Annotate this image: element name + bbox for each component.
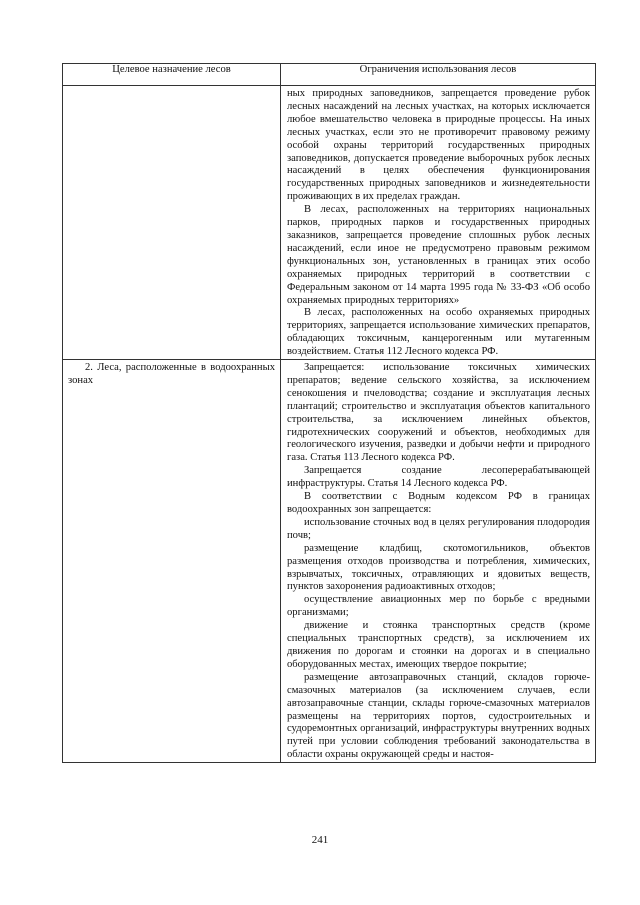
page-number: 241: [311, 834, 329, 846]
restriction-paragraph: движение и стоянка транспортных средств (кроме специальных транспортных средств), за исключением их движения по дорогам и стоянки на дорогах и в специально оборудованных местах, имеющих твердое покрытие;: [287, 620, 590, 670]
restriction-paragraph: размещение кладбищ, скотомогильников, объектов размещения отходов производства и потребления, химических, взрывчатых, токсичных, отравляющих и ядовитых веществ, пунктов захоронения радиоактивных отходов;: [287, 542, 590, 593]
purpose-cell: [63, 360, 281, 763]
header-usage-restrictions: Ограничения использования лесов: [281, 64, 596, 86]
restriction-paragraph: использование сточных вод в целях регулирования плодородия почв;: [287, 516, 590, 541]
table-header-row: [63, 64, 596, 86]
purpose-cell: [63, 86, 281, 360]
restriction-paragraph: размещение автозаправочных станций, складов горюче-смазочных материалов (за исключением случаев, если автозаправочные станции, склады горюче-смазочных материалов размещены на территориях портов, судостроительных и судоремонтных организаций, инфраструктуры внутренних водных путей при условии соблюдения требований законодательства в области охраны окружающей среды и настоя-: [287, 671, 590, 761]
header-forest-purpose: Целевое назначение лесов: [63, 64, 281, 86]
restriction-paragraph: В лесах, расположенных на территориях национальных парков, природных парков и государственных природных заказников, запрещается проведение сплошных рубок лесных насаждений, если иное не предусмотрено правовым режимом функциональных зон, установленных в границах этих особо охраняемых природных территорий в соответствии с Федеральным законом от 14 марта 1995 года № 33-ФЗ «Об особо охраняемых природных территориях»: [287, 204, 590, 306]
restriction-paragraph: Запрещается создание лесоперерабатывающей инфраструктуры. Статья 14 Лесного кодекса РФ.: [287, 465, 590, 490]
restriction-paragraph: осуществление авиационных мер по борьбе с вредными организмами;: [287, 594, 590, 619]
restrictions-cell: [281, 360, 596, 763]
table-row: [63, 360, 596, 763]
forest-restrictions-table: [62, 63, 596, 763]
purpose-text: 2. Леса, расположенные в водоохранных зонах: [68, 362, 275, 386]
restriction-paragraph: В лесах, расположенных на особо охраняемых природных территориях, запрещается использование химических препаратов, обладающих токсичным, канцерогенным или мутагенным воздействием. Статья 112 Лесного кодекса РФ.: [287, 307, 590, 358]
table-row: [63, 86, 596, 360]
restriction-paragraph: ных природных заповедников, запрещается проведение рубок лесных насаждений на лесных участках, на которых исключается любое вмешательство человека в природные процессы. На иных лесных участках, если это не противоречит правовому режиму особой охраны территорий государственных природных заповедников, допускается проведение выборочных рубок лесных насаждений в целях обеспечения функционирования государственных природных заповедников и жизнедеятельности проживающих в их пределах граждан.: [287, 88, 590, 203]
restriction-paragraph: В соответствии с Водным кодексом РФ в границах водоохранных зон запрещается:: [287, 491, 590, 515]
restrictions-cell: [281, 86, 596, 360]
restriction-paragraph: Запрещается: использование токсичных химических препаратов; ведение сельского хозяйства, за исключением сенокошения и пчеловодства; создание и эксплуатация лесных плантаций; строительство и эксплуатация объектов капитального строительства, за исключением линейных объектов, гидротехнических сооружений и объектов, необходимых для геологического изучения, разведки и добычи нефти и природного газа. Статья 113 Лесного кодекса РФ.: [287, 362, 590, 464]
purpose-text: [63, 86, 280, 88]
